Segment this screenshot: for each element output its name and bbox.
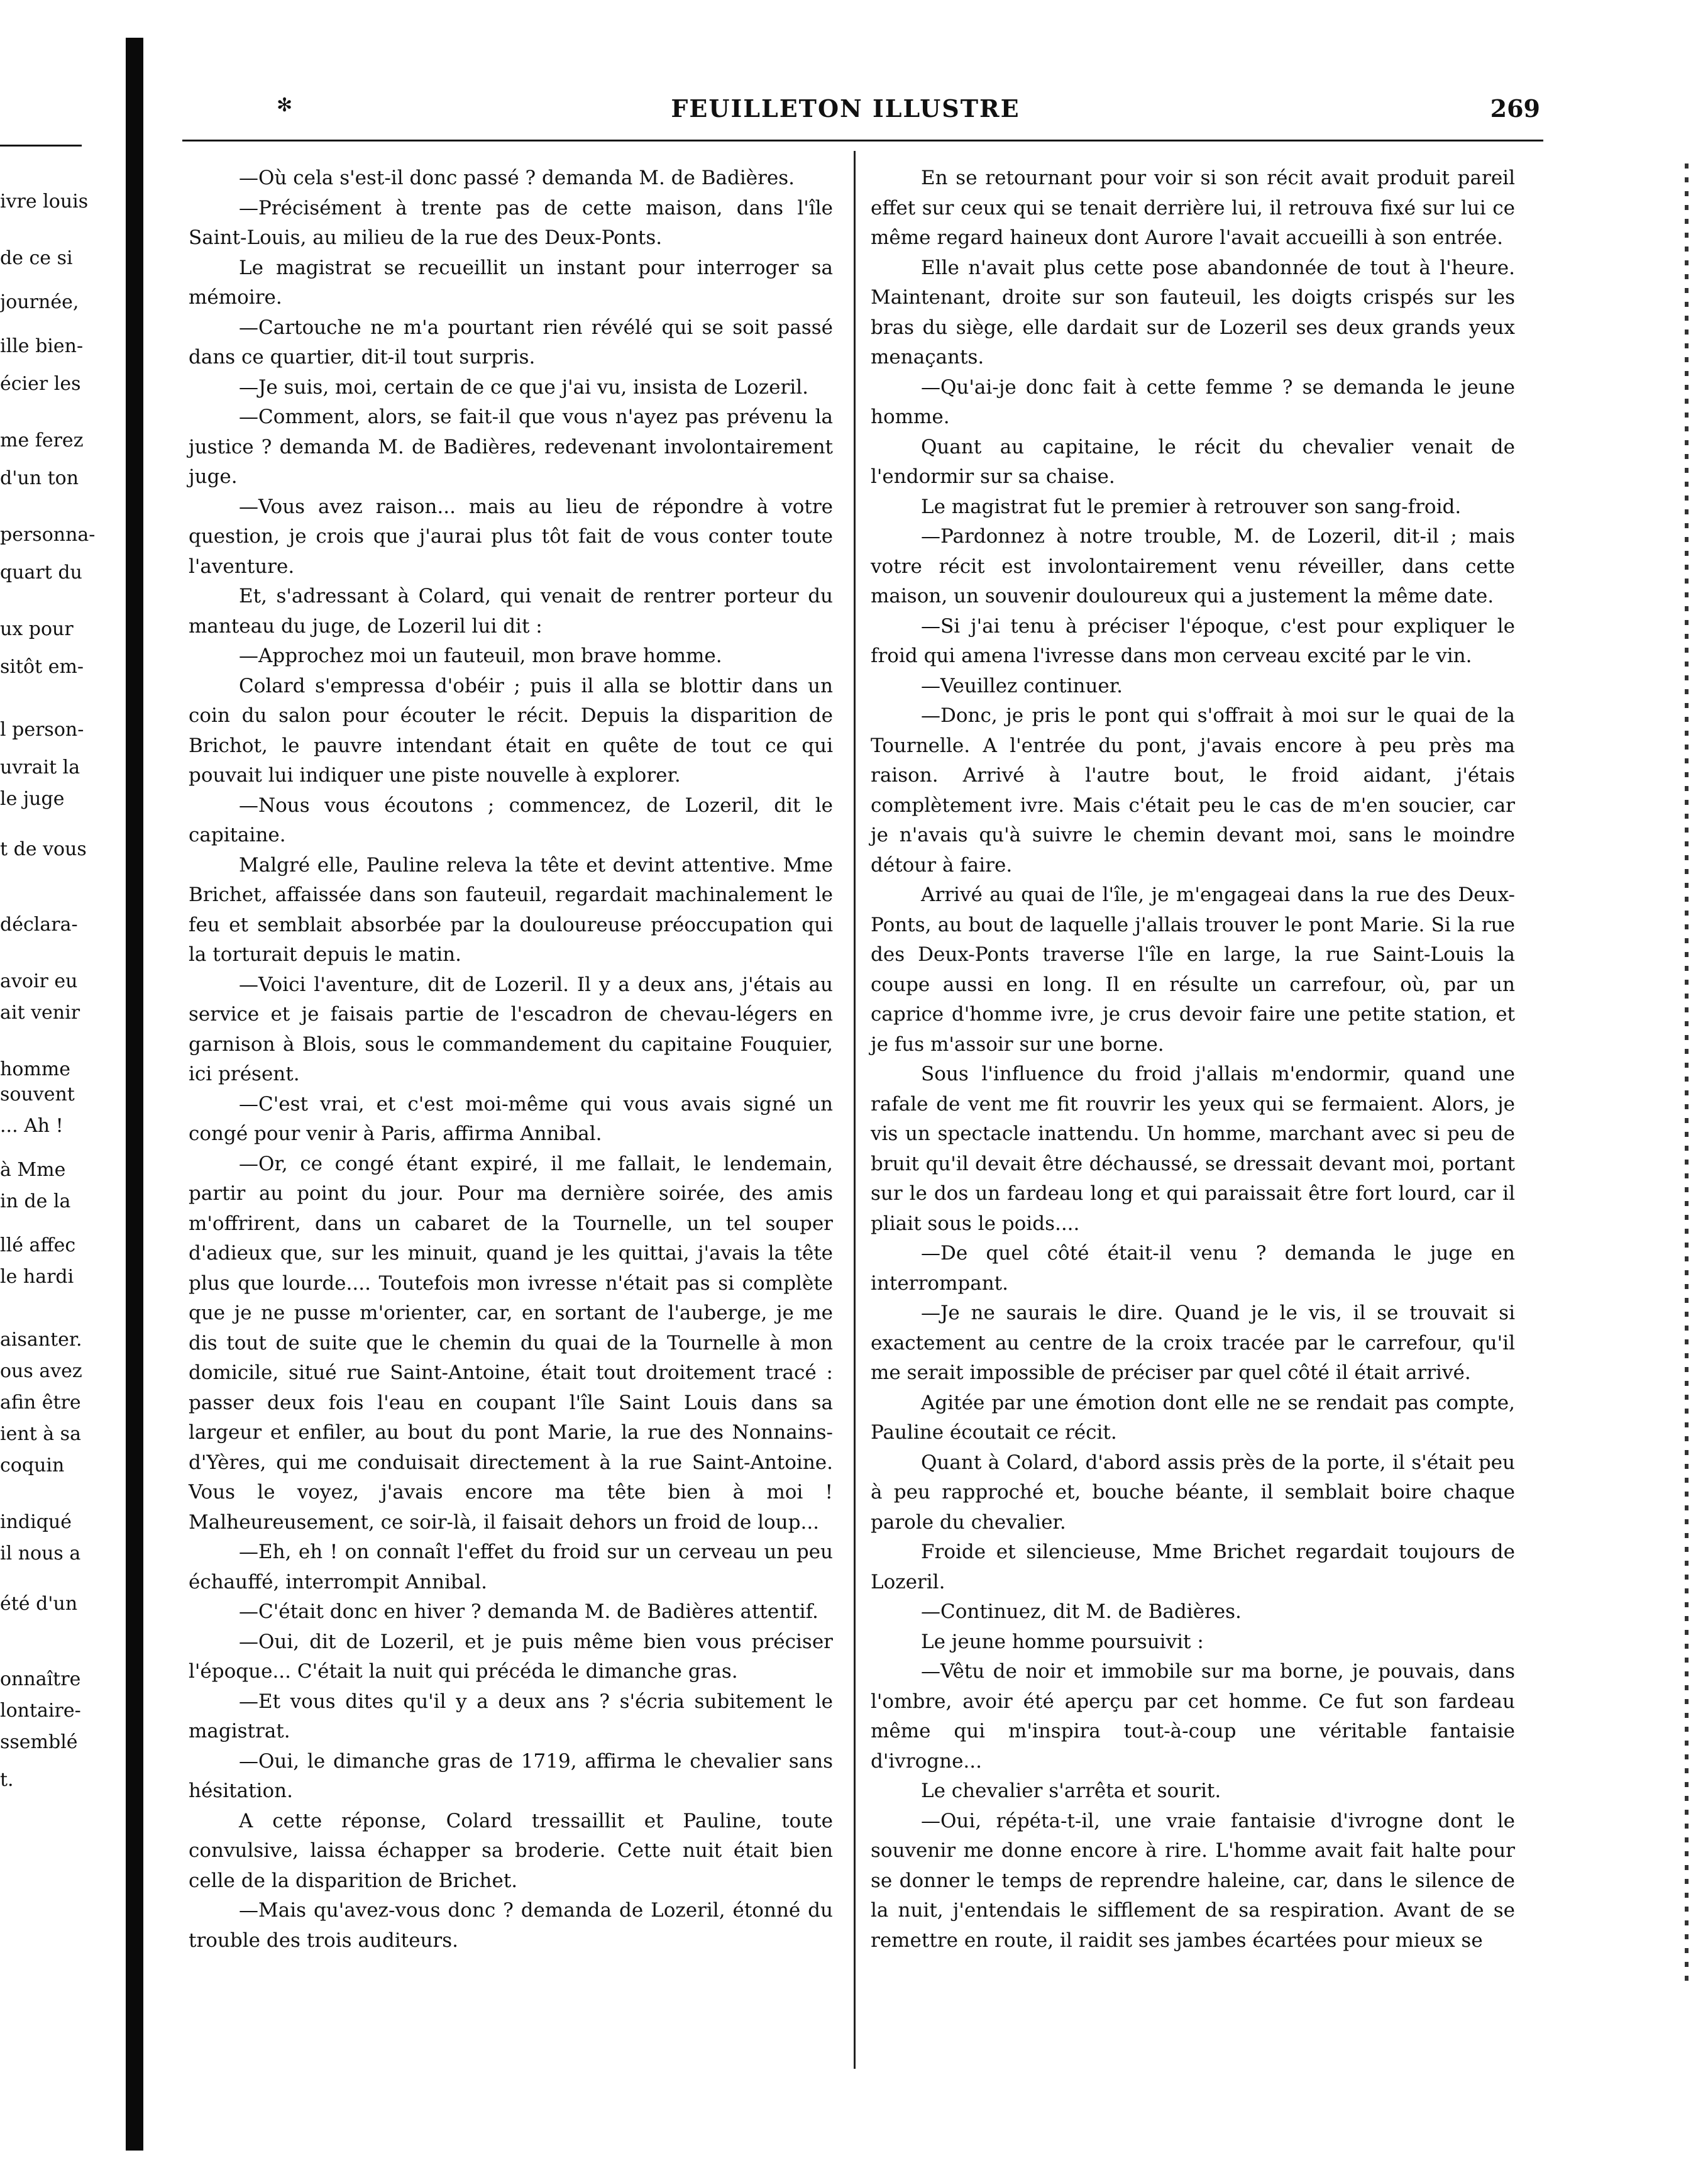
previous-page-fragment: ux pour	[0, 618, 74, 640]
previous-page-fragment: le juge	[0, 788, 65, 810]
right-column-paragraph: —Veuillez continuer.	[921, 674, 1123, 697]
left-column-paragraph: —Voici l'aventure, dit de Lozeril. Il y a deux ans, j'étais au service et je faisais partie de l'escadron de chevau-légers en garnison à Blois, sous le commandement du capitaine Fouquier, ici présent.	[189, 973, 833, 1085]
page-number: 269	[1490, 94, 1540, 123]
right-column-paragraph: Elle n'avait plus cette pose abandonnée de tout à l'heure. Maintenant, droite sur son fauteuil, les doigts crispés sur les bras du siège, elle dardait sur de Lozeril ses deux grands yeux menaçants.	[871, 256, 1515, 368]
left-column-paragraph: —Or, ce congé étant expiré, il me fallait, le lendemain, partir au point du jour. Pour ma dernière soirée, des amis m'offrirent, dans un cabaret de la Tournelle, un tel souper d'adieux que, sur les minuit, quand je les quittai, j'avais la tête plus que lourde.... Toutefois mon ivresse n'était pas si complète que je ne pusse m'orienter, car, en sortant de l'auberge, je me dis tout de suite que le chemin du quai de la Tournelle à mon domicile, situé rue Saint-Antoine, était tout droitement tracé : passer deux fois l'eau en coupant l'île Saint Louis dans sa largeur et enfiler, au bout du pont Marie, la rue des Nonnains-d'Yères, qui me conduisait directement à la rue Saint-Antoine. Vous le voyez, j'avais encore ma tête bien à moi ! Malheureusement, ce soir-là, il faisait dehors un froid de loup...	[189, 1152, 833, 1534]
right-column-paragraph: Arrivé au quai de l'île, je m'engageai dans la rue des Deux-Ponts, au bout de laquelle j'allais trouver le pont Marie. Si la rue des Deux-Ponts traverse l'île en large, la rue Saint-Louis la coupe aussi en long. Il en résulte un carrefour, où, par un caprice d'homme ivre, je crus devoir faire une petite station, et je fus m'assoir sur une borne.	[871, 883, 1515, 1056]
previous-page-fragment: ient à sa	[0, 1423, 81, 1445]
left-column-paragraph: Et, s'adressant à Colard, qui venait de rentrer porteur du manteau du juge, de Lozeril lui dit :	[189, 585, 833, 638]
left-column-paragraph: —Eh, eh ! on connaît l'effet du froid sur un cerveau un peu échauffé, interrompit Annibal.	[189, 1541, 833, 1593]
right-column-paragraph: —Pardonnez à notre trouble, M. de Lozeril, dit-il ; mais votre récit est involontairement venu réveiller, dans cette maison, un souvenir douloureux qui a justement la même date.	[871, 525, 1515, 607]
left-column-paragraph: —Nous vous écoutons ; commencez, de Lozeril, dit le capitaine.	[189, 794, 833, 846]
previous-page-fragment: été d'un	[0, 1593, 78, 1615]
right-column-paragraph: —Continuez, dit M. de Badières.	[921, 1600, 1242, 1623]
column-divider	[854, 151, 856, 2069]
previous-page-fragment: quart du	[0, 562, 82, 584]
previous-page-rule	[0, 145, 82, 147]
left-column-paragraph: —Mais qu'avez-vous donc ? demanda de Lozeril, étonné du trouble des trois auditeurs.	[189, 1899, 833, 1952]
previous-page-fragment: déclara-	[0, 914, 78, 936]
left-column-paragraph: A cette réponse, Colard tressaillit et Pauline, toute convulsive, laissa échapper sa broderie. Cette nuit était bien celle de la disparition de Brichet.	[189, 1809, 833, 1892]
previous-page-fragment: ivre louis	[0, 191, 89, 213]
previous-page-fragment: indiqué	[0, 1511, 72, 1533]
previous-page-fragment: de ce si	[0, 247, 73, 269]
right-column-paragraph: —Qu'ai-je donc fait à cette femme ? se demanda le jeune homme.	[871, 375, 1515, 428]
left-column-paragraph: —Où cela s'est-il donc passé ? demanda M. de Badières.	[239, 167, 795, 189]
left-column-paragraph: Malgré elle, Pauline releva la tête et devint attentive. Mme Brichet, affaissée dans son fauteuil, regardait machinalement le feu et semblait absorbée par la douloureuse préoccupation qui la torturait depuis le matin.	[189, 853, 833, 966]
left-column-paragraph: —Oui, le dimanche gras de 1719, affirma le chevalier sans hésitation.	[189, 1749, 833, 1802]
header-ornament: ✻	[277, 94, 293, 116]
right-column-paragraph: Sous l'influence du froid j'allais m'endormir, quand une rafale de vent me fit rouvrir les yeux qui se fermaient. Alors, je vis un spectacle inattendu. Un homme, marchant avec si peu de bruit qu'il devait être déchaussé, se dressait devant moi, portant sur le dos un fardeau long et qui paraissait être fort lourd, car il pliait sous le poids....	[871, 1063, 1515, 1235]
right-column-paragraph: Agitée par une émotion dont elle ne se rendait pas compte, Pauline écoutait ce récit.	[871, 1391, 1515, 1444]
previous-page-fragment: t.	[0, 1769, 14, 1791]
right-column-paragraph: —Si j'ai tenu à préciser l'époque, c'est pour expliquer le froid qui amena l'ivresse dans mon cerveau excité par le vin.	[871, 614, 1515, 667]
left-column	[189, 163, 833, 1956]
right-column-paragraph: Quant au capitaine, le récit du chevalier venait de l'endormir sur sa chaise.	[871, 435, 1515, 488]
header-rule	[182, 140, 1543, 141]
left-column-paragraph: —Vous avez raison... mais au lieu de répondre à votre question, je crois que j'aurai plus tôt fait de vous conter toute l'aventure.	[189, 495, 833, 578]
left-column-paragraph: Colard s'empressa d'obéir ; puis il alla se blottir dans un coin du salon pour écouter le récit. Depuis la disparition de Brichot, le pauvre intendant était en quête de tout ce qui pouvait lui indiquer une piste nouvelle à explorer.	[189, 674, 833, 787]
previous-page-fragment: le hardi	[0, 1266, 74, 1288]
previous-page-fragment: me ferez	[0, 429, 84, 451]
left-column-paragraph: —Oui, dit de Lozeril, et je puis même bien vous préciser l'époque... C'était la nuit qui précéda le dimanche gras.	[189, 1630, 833, 1683]
previous-page-fragment: ait venir	[0, 1002, 80, 1024]
previous-page-fragment: ... Ah !	[0, 1115, 63, 1137]
right-column-paragraph: Le magistrat fut le premier à retrouver son sang-froid.	[921, 495, 1462, 518]
previous-page-fragment: coquin	[0, 1454, 65, 1476]
previous-page-fragment: à Mme	[0, 1159, 66, 1181]
left-column-paragraph: —Cartouche ne m'a pourtant rien révélé qui se soit passé dans ce quartier, dit-il tout surpris.	[189, 316, 833, 368]
previous-page-fragment: souvent	[0, 1083, 75, 1105]
previous-page-fragment: ssemblé	[0, 1731, 78, 1753]
previous-page-fragment: ille bien-	[0, 335, 84, 357]
right-column-paragraph: En se retournant pour voir si son récit avait produit pareil effet sur ceux qui se tenait derrière lui, il retrouva fixé sur lui ce même regard haineux dont Aurore l'avait accueilli à son entrée.	[871, 167, 1515, 249]
previous-page-fragment: écier les	[0, 373, 81, 395]
previous-page-fragment: uvrait la	[0, 756, 80, 778]
previous-page-fragment: ous avez	[0, 1360, 82, 1382]
page-header	[145, 94, 1546, 132]
right-column-paragraph: Froide et silencieuse, Mme Brichet regardait toujours de Lozeril.	[871, 1541, 1515, 1593]
left-column-paragraph: —Je suis, moi, certain de ce que j'ai vu, insista de Lozeril.	[239, 375, 808, 399]
right-column-paragraph: Quant à Colard, d'abord assis près de la porte, il s'était peu à peu rapproché et, bouche béante, il semblait boire chaque parole du chevalier.	[871, 1451, 1515, 1534]
binding-shadow	[126, 38, 143, 2151]
right-column-paragraph: —Je ne saurais le dire. Quand je le vis, il se trouvait si exactement au centre de la croix tracée par le carrefour, qu'il me serait impossible de préciser par quel côté il était arrivé.	[871, 1302, 1515, 1384]
right-column-paragraph: —Vêtu de noir et immobile sur ma borne, je pouvais, dans l'ombre, avoir été aperçu par cet homme. Ce fut son fardeau même qui m'inspira tout-à-coup une véritable fantaisie d'ivrogne...	[871, 1660, 1515, 1773]
right-column-paragraph: —De quel côté était-il venu ? demanda le juge en interrompant.	[871, 1242, 1515, 1295]
right-column-paragraph: Le jeune homme poursuivit :	[921, 1630, 1204, 1653]
previous-page-fragment: sitôt em-	[0, 656, 84, 678]
right-column-paragraph: —Donc, je pris le pont qui s'offrait à moi sur le quai de la Tournelle. A l'entrée du pont, j'avais encore à peu près ma raison. Arrivé à l'autre bout, le froid aidant, j'étais complètement ivre. Mais c'était peu le cas de m'en soucier, car je n'avais qu'à suivre le chemin devant moi, sans le moindre détour à faire.	[871, 704, 1515, 877]
left-column-paragraph: —Approchez moi un fauteuil, mon brave homme.	[239, 645, 722, 667]
previous-page-fragment: avoir eu	[0, 970, 78, 992]
page-edge-mark	[1685, 163, 1689, 1987]
previous-page-fragment: lontaire-	[0, 1700, 81, 1722]
right-column-paragraph: Le chevalier s'arrêta et sourit.	[921, 1780, 1221, 1802]
left-column-paragraph: —Comment, alors, se fait-il que vous n'ayez pas prévenu la justice ? demanda M. de Badières, redevenant involontairement juge.	[189, 406, 833, 488]
page-title: FEUILLETON ILLUSTRE	[671, 94, 1020, 123]
previous-page-fragment: il nous a	[0, 1542, 81, 1564]
previous-page-fragment: afin être	[0, 1392, 81, 1414]
previous-page-fragment: l person-	[0, 719, 84, 741]
left-column-paragraph: —C'était donc en hiver ? demanda M. de Badières attentif.	[239, 1600, 818, 1623]
previous-page-fragment: homme	[0, 1058, 71, 1080]
previous-page-fragment: llé affec	[0, 1234, 76, 1256]
left-column-paragraph: —Et vous dites qu'il y a deux ans ? s'écria subitement le magistrat.	[189, 1690, 833, 1742]
left-column-paragraph: Le magistrat se recueillit un instant pour interroger sa mémoire.	[189, 256, 833, 309]
previous-page-fragment: journée,	[0, 291, 79, 313]
left-column-paragraph: —C'est vrai, et c'est moi-même qui vous avais signé un congé pour venir à Paris, affirma Annibal.	[189, 1092, 833, 1145]
previous-page-fragment: d'un ton	[0, 467, 79, 489]
previous-page-fragment: in de la	[0, 1190, 71, 1212]
previous-page-fragment: personna-	[0, 524, 96, 546]
right-column-paragraph: —Oui, répéta-t-il, une vraie fantaisie d'ivrogne dont le souvenir me donne encore à rire. L'homme avait fait halte pour se donner le temps de reprendre haleine, car, dans le silence de la nuit, j'entendais le sifflement de sa respiration. Avant de se remettre en route, il raidit ses jambes écartées pour mieux se	[871, 1809, 1515, 1952]
previous-page-fragment: onnaître	[0, 1668, 81, 1690]
left-column-paragraph: —Précisément à trente pas de cette maison, dans l'île Saint-Louis, au milieu de la rue des Deux-Ponts.	[189, 196, 833, 249]
previous-page-fragment: t de vous	[0, 838, 87, 860]
previous-page-fragment: aisanter.	[0, 1329, 82, 1351]
right-column	[871, 163, 1515, 1956]
